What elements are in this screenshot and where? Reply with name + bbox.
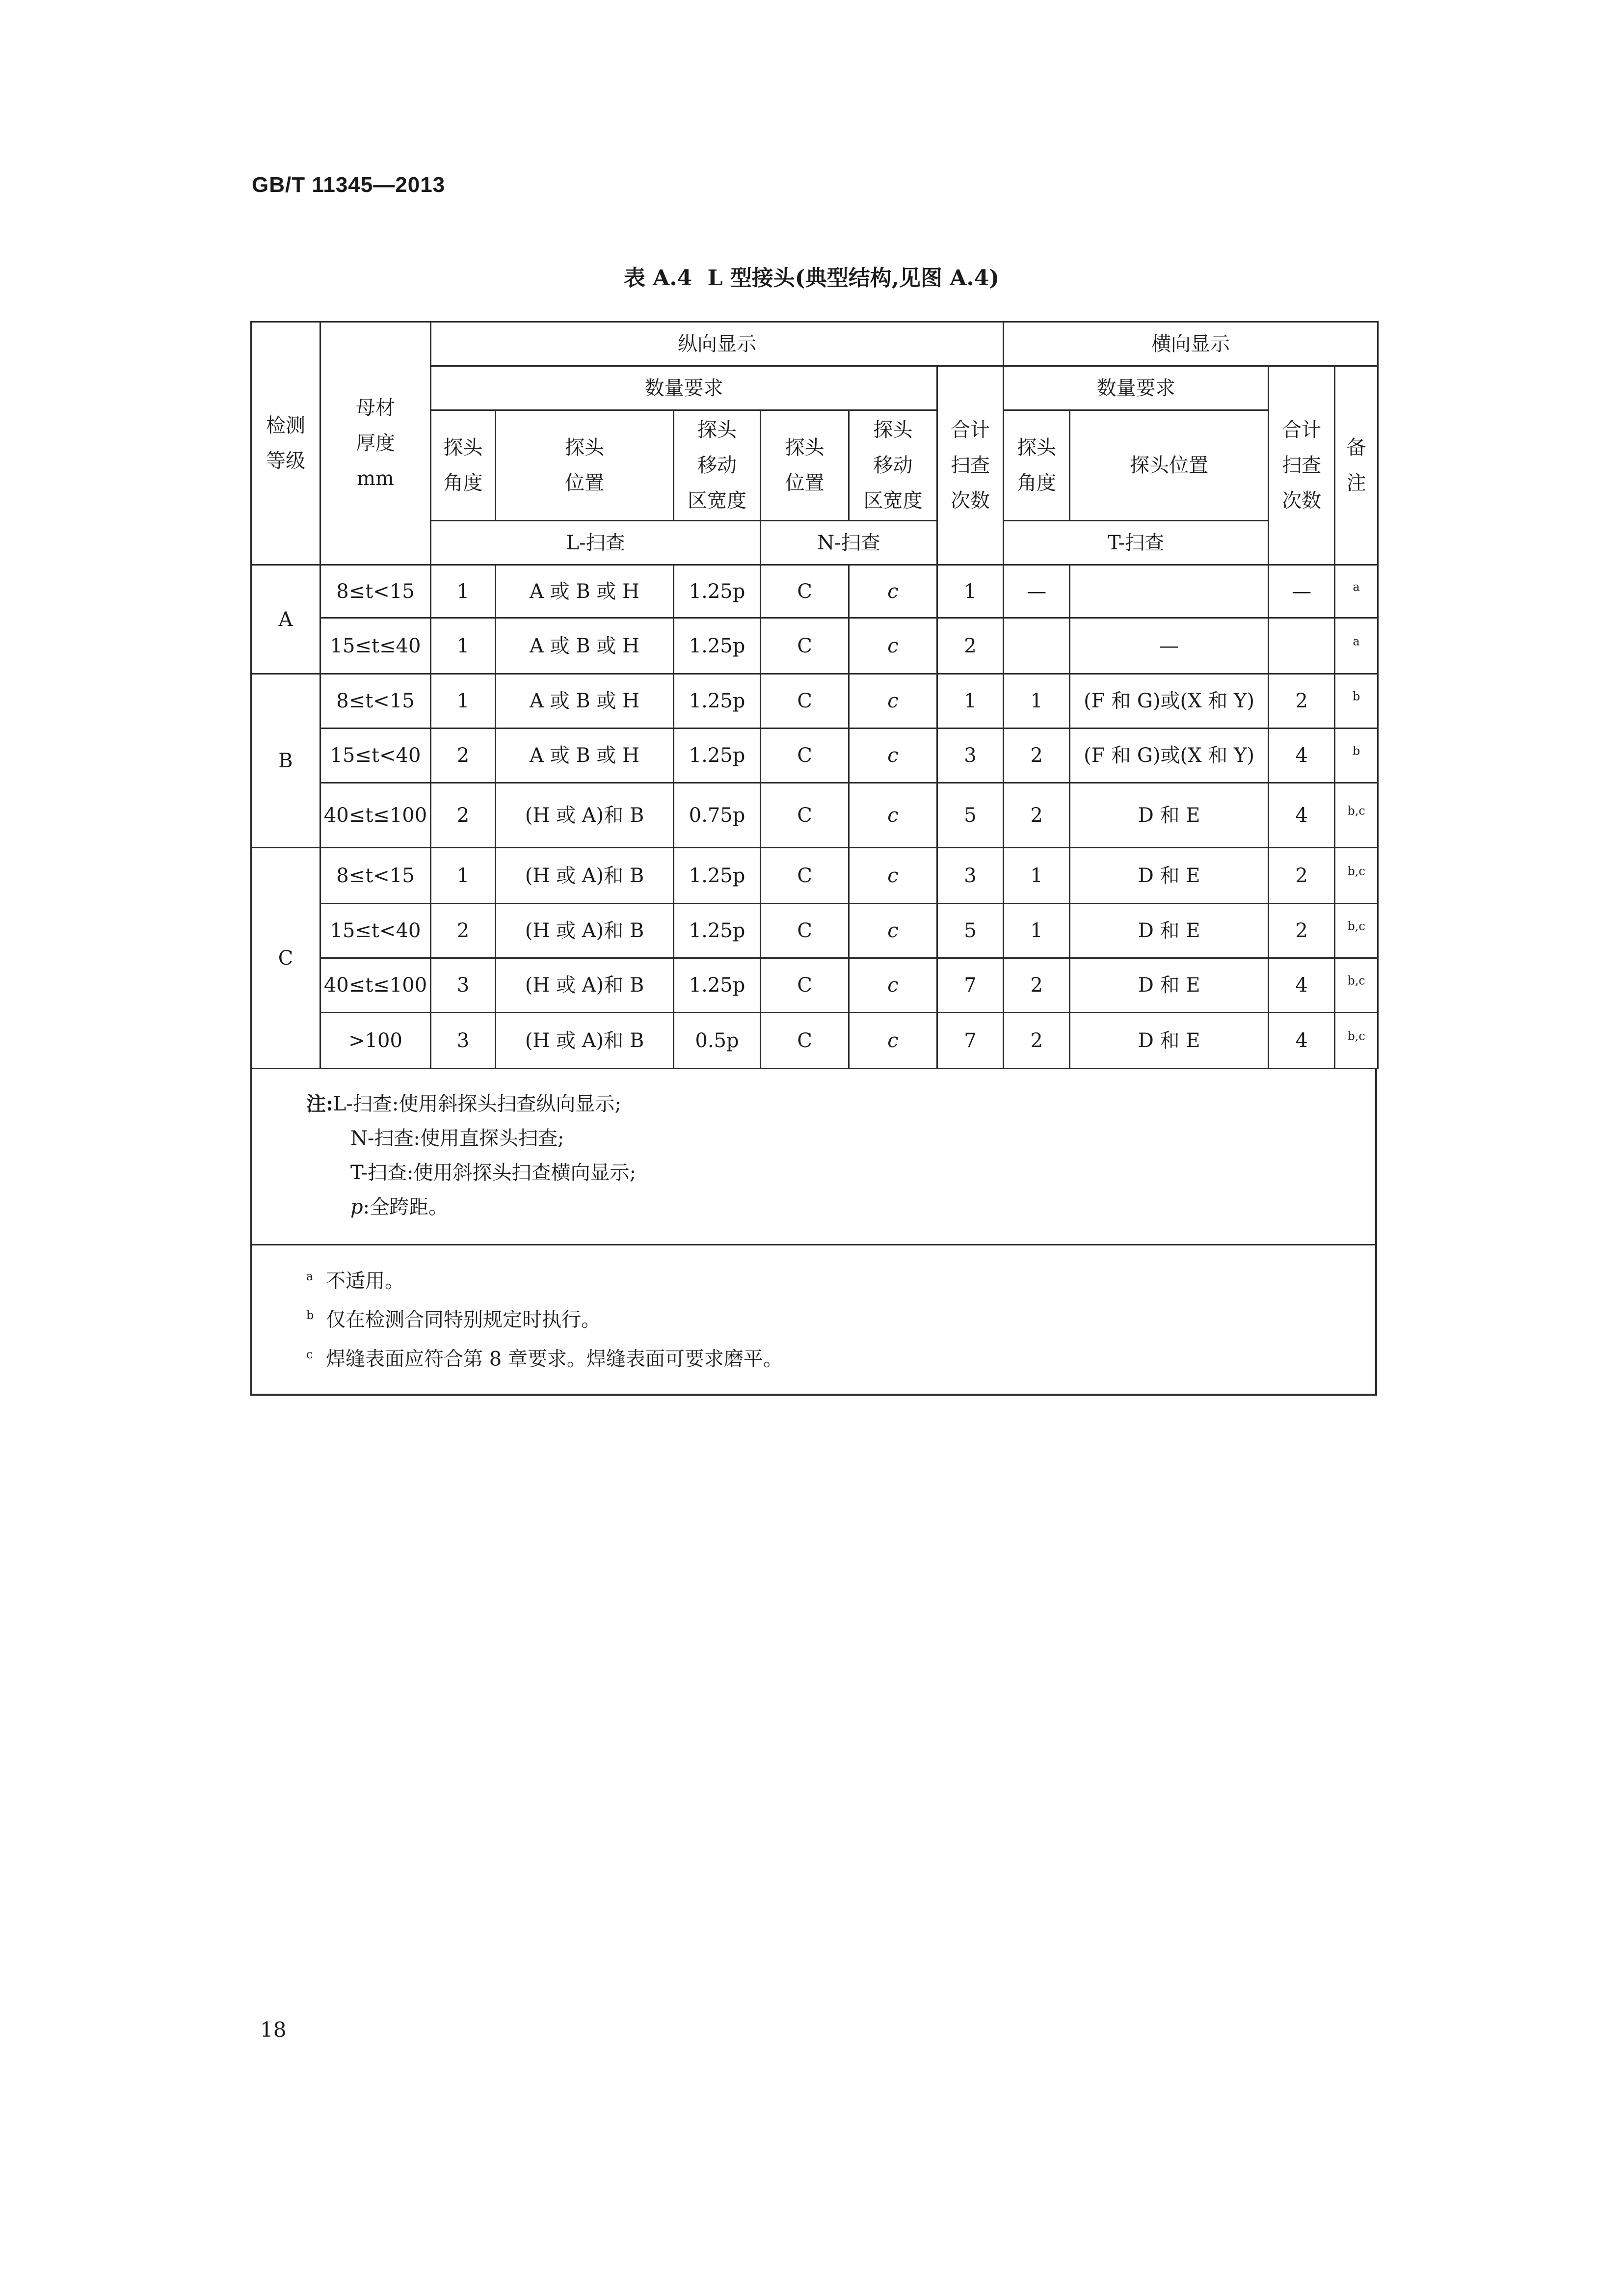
header-trans-total-line3: 次数 xyxy=(1282,489,1322,512)
l-total-cell: 7 xyxy=(937,1013,1004,1069)
remark-mark: a xyxy=(1353,580,1360,594)
header-probe-angle xyxy=(431,410,496,521)
l-move-cell: 0.5p xyxy=(674,1013,761,1069)
table-row xyxy=(251,674,1378,729)
l-total-cell: 7 xyxy=(937,958,1004,1013)
header-probe-move-line2: 移动 xyxy=(697,454,737,477)
l-position-cell: (H 或 A)和 B xyxy=(496,904,674,958)
page-number: 18 xyxy=(260,2018,287,2042)
l-position-cell: A 或 B 或 H xyxy=(496,674,674,729)
l-position-cell: A 或 B 或 H xyxy=(496,618,674,674)
header-n-scan: N-扫查 xyxy=(761,521,937,565)
thickness-cell: 40≤t≤100 xyxy=(320,958,431,1013)
t-position-cell: D 和 E xyxy=(1070,904,1269,958)
t-position-cell: — xyxy=(1070,618,1269,674)
header-t-probe-angle-line1: 探头 xyxy=(1017,436,1057,459)
header-grade-line2: 等级 xyxy=(266,450,305,472)
remark-mark: a xyxy=(1353,634,1360,648)
remark-cell xyxy=(1335,674,1378,729)
l-move-cell: 1.25p xyxy=(674,565,761,618)
t-position-cell: D 和 E xyxy=(1070,783,1269,848)
thickness-cell: 15≤t<40 xyxy=(320,904,431,958)
t-total-cell: 2 xyxy=(1269,904,1335,958)
header-l-scan: L-扫查 xyxy=(431,521,761,565)
n-move-cell: c xyxy=(849,618,937,674)
t-angle-cell xyxy=(1004,618,1070,674)
table-notes-box xyxy=(250,1069,1377,1396)
note-p-symbol: p xyxy=(350,1196,363,1218)
header-t-probe-angle xyxy=(1004,410,1070,521)
l-position-cell: A 或 B 或 H xyxy=(496,565,674,618)
t-angle-cell: 2 xyxy=(1004,1013,1070,1069)
n-move-cell: c xyxy=(849,783,937,848)
header-probe-position-line1: 探头 xyxy=(565,436,604,459)
l-total-cell: 2 xyxy=(937,618,1004,674)
footnote-text: 焊缝表面应符合第 8 章要求。焊缝表面可要求磨平。 xyxy=(326,1347,783,1370)
n-position-cell: C xyxy=(761,674,849,729)
t-angle-cell: 1 xyxy=(1004,674,1070,729)
n-position-cell: C xyxy=(761,848,849,904)
l-total-cell: 5 xyxy=(937,783,1004,848)
footnote-mark: c xyxy=(306,1347,313,1361)
header-remark-line1: 备 xyxy=(1346,436,1366,459)
t-position-cell: D 和 E xyxy=(1070,1013,1269,1069)
n-move-cell: c xyxy=(849,958,937,1013)
thickness-cell: 40≤t≤100 xyxy=(320,783,431,848)
footnote-text: 不适用。 xyxy=(326,1270,404,1293)
header-n-probe-move-line3: 区宽度 xyxy=(863,489,923,512)
n-position-cell: C xyxy=(761,618,849,674)
table-title xyxy=(0,260,1623,292)
note-p-text: :全跨距。 xyxy=(363,1196,449,1218)
l-total-cell: 1 xyxy=(937,565,1004,618)
l-angle-cell: 2 xyxy=(431,904,496,958)
l-position-cell: (H 或 A)和 B xyxy=(496,783,674,848)
remark-cell xyxy=(1335,618,1378,674)
thickness-cell: 15≤t<40 xyxy=(320,729,431,783)
footnotes-section xyxy=(252,1245,1375,1394)
header-probe-angle-line2: 角度 xyxy=(443,472,483,494)
remark-mark: b,c xyxy=(1347,973,1365,988)
header-n-probe-position-line2: 位置 xyxy=(785,472,825,494)
n-move-cell: c xyxy=(849,848,937,904)
t-total-cell: 2 xyxy=(1269,848,1335,904)
l-angle-cell: 3 xyxy=(431,958,496,1013)
note-p xyxy=(306,1190,1375,1224)
header-thickness xyxy=(320,322,431,565)
n-move-cell: c xyxy=(849,729,937,783)
t-angle-cell: — xyxy=(1004,565,1070,618)
table-row xyxy=(251,958,1378,1013)
t-total-cell: 4 xyxy=(1269,1013,1335,1069)
header-quantity-req-trans: 数量要求 xyxy=(1004,366,1269,410)
l-angle-cell: 2 xyxy=(431,729,496,783)
header-probe-position xyxy=(496,410,674,521)
header-probe-move-width xyxy=(674,410,761,521)
header-longitudinal: 纵向显示 xyxy=(431,322,1004,366)
header-long-total-line1: 合计 xyxy=(951,419,990,441)
remark-cell xyxy=(1335,904,1378,958)
l-position-cell: (H 或 A)和 B xyxy=(496,1013,674,1069)
n-position-cell: C xyxy=(761,783,849,848)
t-total-cell: — xyxy=(1269,565,1335,618)
l-position-cell: (H 或 A)和 B xyxy=(496,848,674,904)
n-position-cell: C xyxy=(761,729,849,783)
header-trans-total-line2: 扫查 xyxy=(1282,454,1322,477)
t-total-cell: 2 xyxy=(1269,674,1335,729)
n-move-cell: c xyxy=(849,565,937,618)
header-n-probe-move-line2: 移动 xyxy=(873,454,913,477)
thickness-cell: 8≤t<15 xyxy=(320,674,431,729)
footnote-mark: b xyxy=(306,1308,314,1323)
table-row xyxy=(251,565,1378,618)
t-total-cell xyxy=(1269,618,1335,674)
header-n-probe-move-width xyxy=(849,410,937,521)
grade-cell: C xyxy=(251,848,320,1069)
table-row xyxy=(251,618,1378,674)
t-position-cell: D 和 E xyxy=(1070,958,1269,1013)
scan-requirements-table xyxy=(250,321,1379,1069)
n-move-cell: c xyxy=(849,904,937,958)
l-angle-cell: 1 xyxy=(431,674,496,729)
notes-section xyxy=(252,1069,1375,1245)
t-position-cell: (F 和 G)或(X 和 Y) xyxy=(1070,729,1269,783)
t-angle-cell: 2 xyxy=(1004,783,1070,848)
remark-cell xyxy=(1335,783,1378,848)
table-row xyxy=(251,783,1378,848)
header-probe-move-line3: 区宽度 xyxy=(688,489,746,512)
header-trans-total-line1: 合计 xyxy=(1282,419,1322,441)
standard-id: GB/T 11345—2013 xyxy=(252,173,446,197)
t-total-cell: 4 xyxy=(1269,783,1335,848)
table-row xyxy=(251,729,1378,783)
header-thickness-unit: mm xyxy=(357,467,394,490)
header-quantity-req-long: 数量要求 xyxy=(431,366,937,410)
t-position-cell xyxy=(1070,565,1269,618)
note-n-scan: N-扫查:使用直探头扫查; xyxy=(350,1127,564,1150)
table-caption: L 型接头(典型结构,见图 A.4) xyxy=(707,266,1000,291)
table-row xyxy=(251,1013,1378,1069)
header-remark xyxy=(1335,366,1378,565)
note-label: 注: xyxy=(306,1092,333,1115)
n-move-cell: c xyxy=(849,1013,937,1069)
note-l-scan-text: L-扫查:使用斜探头扫查纵向显示; xyxy=(333,1093,621,1115)
grade-cell: B xyxy=(251,674,320,848)
remark-mark: b xyxy=(1352,689,1360,703)
l-move-cell: 1.25p xyxy=(674,729,761,783)
thickness-cell: 8≤t<15 xyxy=(320,565,431,618)
l-position-cell: (H 或 A)和 B xyxy=(496,958,674,1013)
l-total-cell: 1 xyxy=(937,674,1004,729)
n-position-cell: C xyxy=(761,904,849,958)
thickness-cell: 8≤t<15 xyxy=(320,848,431,904)
n-position-cell: C xyxy=(761,958,849,1013)
n-position-cell: C xyxy=(761,565,849,618)
t-position-cell: (F 和 G)或(X 和 Y) xyxy=(1070,674,1269,729)
header-long-total xyxy=(937,366,1004,565)
remark-mark: b,c xyxy=(1347,804,1365,818)
note-l-scan xyxy=(306,1087,1375,1121)
header-t-probe-position: 探头位置 xyxy=(1070,410,1269,521)
thickness-cell: >100 xyxy=(320,1013,431,1069)
header-probe-move-line1: 探头 xyxy=(697,419,737,441)
grade-cell: A xyxy=(251,565,320,674)
remark-cell xyxy=(1335,1013,1378,1069)
header-t-probe-angle-line2: 角度 xyxy=(1017,472,1057,494)
remark-mark: b,c xyxy=(1347,864,1365,878)
l-move-cell: 1.25p xyxy=(674,958,761,1013)
header-n-probe-move-line1: 探头 xyxy=(873,419,913,441)
header-transverse: 横向显示 xyxy=(1004,322,1378,366)
note-t-scan: T-扫查:使用斜探头扫查横向显示; xyxy=(350,1162,636,1184)
l-position-cell: A 或 B 或 H xyxy=(496,729,674,783)
l-angle-cell: 1 xyxy=(431,565,496,618)
remark-cell xyxy=(1335,565,1378,618)
t-position-cell: D 和 E xyxy=(1070,848,1269,904)
header-long-total-line2: 扫查 xyxy=(951,454,990,477)
l-angle-cell: 1 xyxy=(431,618,496,674)
t-angle-cell: 1 xyxy=(1004,848,1070,904)
n-move-cell: c xyxy=(849,674,937,729)
t-total-cell: 4 xyxy=(1269,729,1335,783)
footnote-mark: a xyxy=(306,1270,314,1283)
remark-cell xyxy=(1335,729,1378,783)
l-move-cell: 1.25p xyxy=(674,674,761,729)
t-angle-cell: 2 xyxy=(1004,958,1070,1013)
header-grade xyxy=(251,322,320,565)
header-long-total-line3: 次数 xyxy=(951,489,990,512)
header-thickness-line2: 厚度 xyxy=(356,432,395,455)
remark-cell xyxy=(1335,848,1378,904)
t-total-cell: 4 xyxy=(1269,958,1335,1013)
footnote-a xyxy=(306,1259,1375,1298)
n-position-cell: C xyxy=(761,1013,849,1069)
remark-mark: b xyxy=(1352,744,1360,758)
l-total-cell: 3 xyxy=(937,848,1004,904)
l-total-cell: 5 xyxy=(937,904,1004,958)
l-angle-cell: 2 xyxy=(431,783,496,848)
table-container xyxy=(250,321,1377,1396)
remark-mark: b,c xyxy=(1347,919,1365,933)
remark-cell xyxy=(1335,958,1378,1013)
header-probe-position-line2: 位置 xyxy=(565,472,604,494)
thickness-cell: 15≤t≤40 xyxy=(320,618,431,674)
footnote-b xyxy=(306,1298,1375,1337)
l-angle-cell: 3 xyxy=(431,1013,496,1069)
header-grade-line1: 检测 xyxy=(266,414,305,437)
header-thickness-line1: 母材 xyxy=(356,397,395,419)
table-row xyxy=(251,904,1378,958)
l-move-cell: 1.25p xyxy=(674,904,761,958)
header-t-scan: T-扫查 xyxy=(1004,521,1269,565)
l-total-cell: 3 xyxy=(937,729,1004,783)
header-n-probe-position-line1: 探头 xyxy=(785,436,825,459)
header-remark-line2: 注 xyxy=(1346,472,1366,494)
l-angle-cell: 1 xyxy=(431,848,496,904)
footnote-c xyxy=(306,1337,1375,1376)
table-row xyxy=(251,848,1378,904)
header-trans-total xyxy=(1269,366,1335,565)
table-number: 表 A.4 xyxy=(623,266,692,291)
t-angle-cell: 2 xyxy=(1004,729,1070,783)
footnote-text: 仅在检测合同特别规定时执行。 xyxy=(326,1308,601,1331)
l-move-cell: 0.75p xyxy=(674,783,761,848)
l-move-cell: 1.25p xyxy=(674,618,761,674)
t-angle-cell: 1 xyxy=(1004,904,1070,958)
l-move-cell: 1.25p xyxy=(674,848,761,904)
header-probe-angle-line1: 探头 xyxy=(443,436,483,459)
header-n-probe-position xyxy=(761,410,849,521)
remark-mark: b,c xyxy=(1347,1029,1365,1043)
